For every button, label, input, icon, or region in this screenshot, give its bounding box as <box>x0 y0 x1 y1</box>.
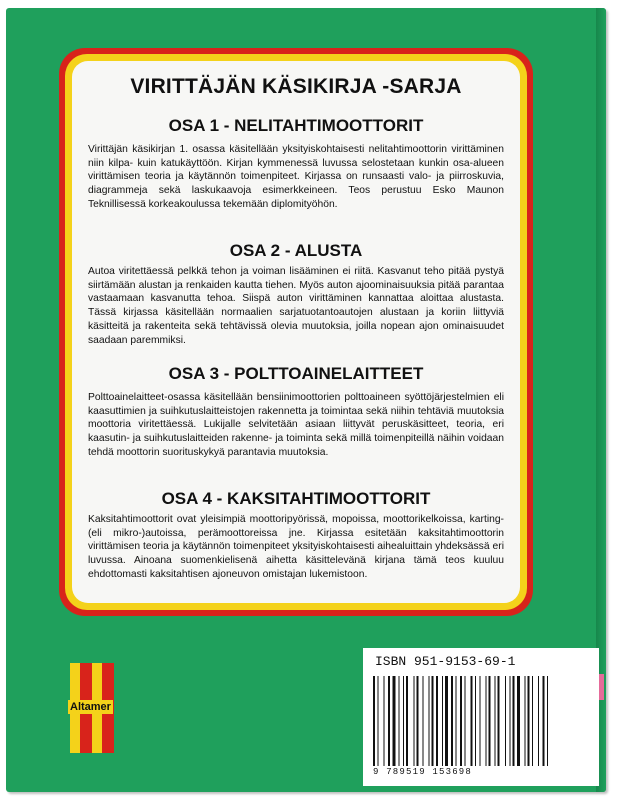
barcode-bar <box>399 676 400 766</box>
barcode-bar <box>513 676 515 766</box>
series-title: VIRITTÄJÄN KÄSIKIRJA -SARJA <box>130 75 462 98</box>
barcode-bar <box>423 676 424 766</box>
barcode-bar <box>471 676 473 766</box>
barcode-bar <box>456 676 457 766</box>
barcode-bar <box>393 676 396 766</box>
barcode-bar <box>538 676 539 766</box>
barcode-bar <box>417 676 419 766</box>
barcode-bar <box>517 676 520 766</box>
barcode-bar <box>543 676 545 766</box>
barcode-bar <box>403 676 404 766</box>
barcode-bar <box>495 676 496 766</box>
isbn-label <box>363 648 599 786</box>
barcode-icon <box>373 676 589 766</box>
section-heading-2: OSA 2 - ALUSTA <box>229 241 363 260</box>
barcode-bar <box>525 676 526 766</box>
section-heading-1: OSA 1 - NELITAHTIMOOTTORIT <box>168 116 424 135</box>
barcode-bar <box>429 676 430 766</box>
section-text-3: Polttoainelaitteet-osassa käsitellään bensiinimoottorien polttoaineen syöttöjärjestelmien eli kaasuttimien ja suihkutuslaitteistojen rakennetta ja toimintaa sekä niihin tehtäviä muutoksia moottoria viritettäessä. Lukijalle selvitetään asiaan liittyvät peruskäsitteet, teoria, eri kaasutin- ja suihkutuslaitteiden rakenne- ja toiminta sekä millä toimenpiteillä näihin voidaan tehdä moottorin suorituskykyä parantavia muutoksia. <box>88 392 504 458</box>
barcode-bar <box>451 676 453 766</box>
book-back-cover <box>6 8 606 792</box>
barcode-bar <box>505 676 506 766</box>
section-text-4: Kaksitahtimoottorit ovat yleisimpiä moottoripyörissä, mopoissa, moottorikelkoissa, karting- (eli mikro-)autoissa, perämoottoreissa jne. Kirjassa esitetään kaksitahtimoottorin virittämisen teoria ja käytännön toimenpiteet yksityiskohtaisesti aihealuittain yhdeksässä eri luvussa. Ainoana suomenkielisenä aihetta käsittelevänä kirjana tämä teos kuuluu ehdottomasti kaksitahtisen ajoneuvon omistajan lukemistoon. <box>88 514 504 580</box>
text-panel <box>72 61 520 603</box>
section-text-2: Autoa viritettäessä pelkkä tehon ja voiman lisääminen ei riitä. Kasvanut teho pitää pystyä siirtämään alustan ja renkaiden kautta tiehen. Myös auton ajoominaisuuksia pitää parantaa vastaamaan kasvanutta tehoa. Siispä auton virittäminen kannattaa aloittaa alustasta. Tässä kirjassa käsitellään normaalien sarjatuotantoautojen alustaan ja koriin liittyviä käsitteitä ja rakenteita sekä tehtävissä olevia muutoksia, joilla nopean ajon ominaisuudet saadaan paremmiksi. <box>88 266 504 346</box>
publisher-logo <box>70 663 116 753</box>
barcode-bar <box>498 676 500 766</box>
barcode-bar <box>480 676 481 766</box>
isbn-text: ISBN 951-9153-69-1 <box>375 654 516 669</box>
barcode-bar <box>475 676 476 766</box>
barcode-bar <box>442 676 443 766</box>
barcode-bar <box>384 676 385 766</box>
barcode-bar <box>510 676 511 766</box>
barcode-bar <box>460 676 462 766</box>
barcode-bar <box>532 676 533 766</box>
barcode-bar <box>406 676 408 766</box>
barcode-number: 9 789519 153698 <box>373 767 473 777</box>
barcode-bar <box>432 676 434 766</box>
barcode-bar <box>378 676 379 766</box>
barcode-bar <box>465 676 466 766</box>
barcode-bar <box>528 676 530 766</box>
barcode-bar <box>547 676 548 766</box>
barcode-bar <box>388 676 390 766</box>
section-text-1: Virittäjän käsikirjan 1. osassa käsitellään yksityiskohtaisesti nelitahtimoottorin virittäminen niin kilpa- kuin katukäyttöön. Kirjan kymmenessä luvussa selostetaan kunkin osa-alueen virittämisen teoria ja käytännön toimenpiteet. Kirjassa on runsaasti valo- ja piirroskuvia, diagrammeja sekä laskukaavoja esimerkkeineen. Teos perustuu Esko Maunon Teknillisessä korkeakoulussa tekemään diplomityöhön. <box>88 144 504 210</box>
barcode-bar <box>373 676 375 766</box>
barcode-bar <box>445 676 448 766</box>
barcode-bar <box>489 676 491 766</box>
publisher-name: Altamer <box>70 701 111 713</box>
section-heading-4: OSA 4 - KAKSITAHTIMOOTTORIT <box>161 489 431 508</box>
barcode-bar <box>436 676 438 766</box>
barcode-bar <box>486 676 487 766</box>
section-heading-3: OSA 3 - POLTTOAINELAITTEET <box>168 364 424 383</box>
barcode-bar <box>414 676 415 766</box>
